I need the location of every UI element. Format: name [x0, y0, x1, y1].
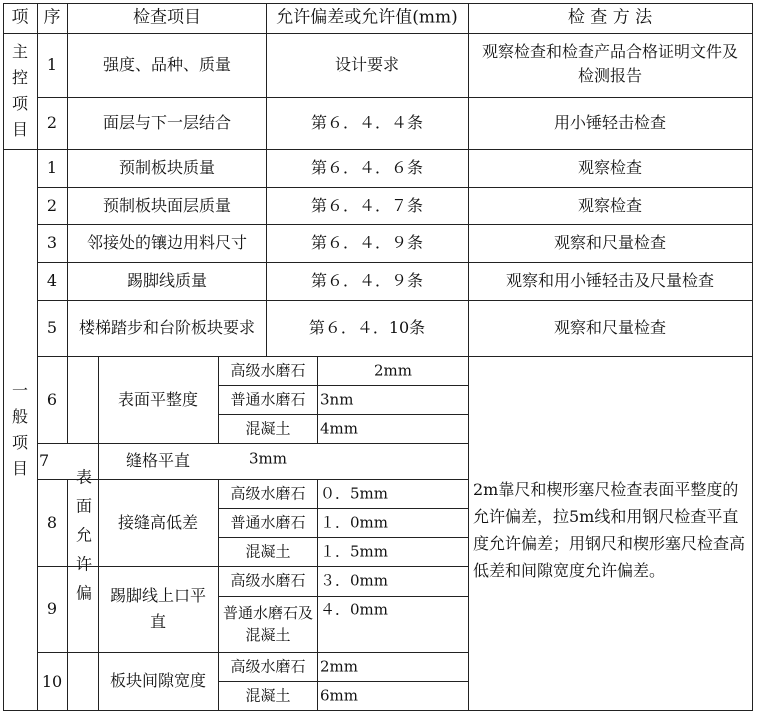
general-row-3-seq: 3	[46, 233, 58, 252]
deviation-row-10-material-1: 高级水磨石	[230, 657, 306, 676]
general-row-2-seq: 2	[46, 196, 58, 215]
deviation-row-8-seq: 8	[46, 513, 58, 532]
general-row-5-method: 观察和尺量检查	[553, 318, 667, 337]
deviation-row-9-value-2: ４．0mm	[320, 600, 388, 619]
deviation-row-10-item: 板块间隙宽度	[109, 671, 206, 690]
deviation-row-10-material-2: 混凝土	[245, 686, 291, 705]
deviation-row-8-value-2: １．0mm	[320, 513, 388, 532]
deviation-row-7-seq: 7	[39, 451, 50, 470]
general-row-1-tolerance: 第６．４．６条	[310, 158, 424, 177]
deviation-row-6-value-1: 2mm	[374, 361, 412, 380]
general-row-1-item: 预制板块质量	[118, 158, 216, 177]
general-row-5-tolerance: 第６．４．10条	[308, 318, 426, 337]
deviation-row-8-value-1: ０．5mm	[320, 484, 388, 503]
header-check-item: 检查项目	[133, 7, 201, 28]
deviation-row-8-value-3: １．5mm	[320, 542, 388, 561]
main-row-1-method: 观察检查和检查产品合格证明文件及检测报告	[481, 42, 738, 85]
general-row-3-method: 观察和尺量检查	[553, 233, 667, 252]
general-row-1-method: 观察检查	[577, 158, 643, 177]
deviation-row-6-item: 表面平整度	[117, 390, 199, 409]
deviation-row-9-seq: 9	[46, 599, 58, 618]
general-row-4-item: 踢脚线质量	[126, 271, 208, 290]
main-row-1-tolerance: 设计要求	[334, 55, 400, 74]
deviation-row-10-seq: 10	[41, 672, 63, 691]
deviation-row-6-value-3: 4mm	[320, 419, 358, 438]
deviation-row-6-material-1: 高级水磨石	[230, 361, 306, 380]
deviation-row-10-value-2: 6mm	[320, 686, 358, 705]
deviation-method: 2m靠尺和楔形塞尺检查表面平整度的允许偏差，拉5m线和用钢尺检查平直度允许偏差；用钢尺和楔形塞尺检查高低差和间隙宽度允许偏差。	[473, 480, 746, 580]
deviation-row-8-material-1: 高级水磨石	[230, 484, 306, 503]
deviation-row-8-item: 接缝高低差	[117, 513, 199, 532]
general-row-5-seq: 5	[46, 318, 58, 337]
deviation-row-6-seq: 6	[46, 390, 58, 409]
general-row-2-method: 观察检查	[577, 196, 643, 215]
header-item: 项	[11, 7, 29, 28]
general-row-1-seq: 1	[46, 158, 58, 177]
deviation-row-9-material-2: 普通水磨石及混凝土	[222, 604, 313, 644]
main-group-label: 主控项目	[11, 42, 28, 139]
main-row-2-item: 面层与下一层结合	[102, 113, 232, 132]
deviation-row-8-material-3: 混凝土	[245, 542, 291, 561]
general-row-4-method: 观察和用小锤轻击及尺量检查	[505, 271, 715, 290]
header-method: 检 查 方 法	[567, 7, 653, 28]
deviation-row-6-material-3: 混凝土	[245, 419, 291, 438]
main-row-1-item: 强度、品种、质量	[102, 55, 232, 74]
general-row-4-tolerance: 第６．４．９条	[310, 271, 424, 290]
deviation-row-8-material-2: 普通水磨石	[230, 513, 306, 532]
general-row-3-tolerance: 第６．４．９条	[310, 233, 424, 252]
deviation-row-6-value-2: 3nm	[320, 390, 354, 409]
main-row-2-seq: 2	[46, 113, 58, 132]
deviation-row-7-item: 缝格平直	[125, 451, 191, 470]
deviation-subgroup-label: 表面允许偏	[75, 467, 92, 603]
general-row-4-seq: 4	[46, 271, 58, 290]
main-row-2-tolerance: 第６．４．４条	[310, 113, 424, 132]
main-row-1-seq: 1	[46, 55, 58, 74]
deviation-row-7-value: 3mm	[249, 449, 287, 468]
header-tolerance: 允许偏差或允许值(mm)	[276, 7, 458, 28]
deviation-row-9-material-1: 高级水磨石	[230, 571, 306, 590]
general-row-2-item: 预制板块面层质量	[102, 196, 232, 215]
deviation-row-9-item: 踢脚线上口平直	[109, 586, 206, 631]
deviation-row-9-value-1: ３．0mm	[320, 571, 388, 590]
deviation-row-10-value-1: 2mm	[320, 657, 358, 676]
header-seq: 序	[43, 7, 61, 28]
general-row-3-item: 邻接处的镶边用料尺寸	[86, 233, 248, 252]
general-row-2-tolerance: 第６．４．７条	[310, 196, 424, 215]
general-group-label: 一般项目	[11, 381, 28, 478]
deviation-row-6-material-2: 普通水磨石	[230, 390, 306, 409]
general-row-5-item: 楼梯踏步和台阶板块要求	[78, 318, 255, 337]
main-row-2-method: 用小锤轻击检查	[553, 113, 667, 132]
